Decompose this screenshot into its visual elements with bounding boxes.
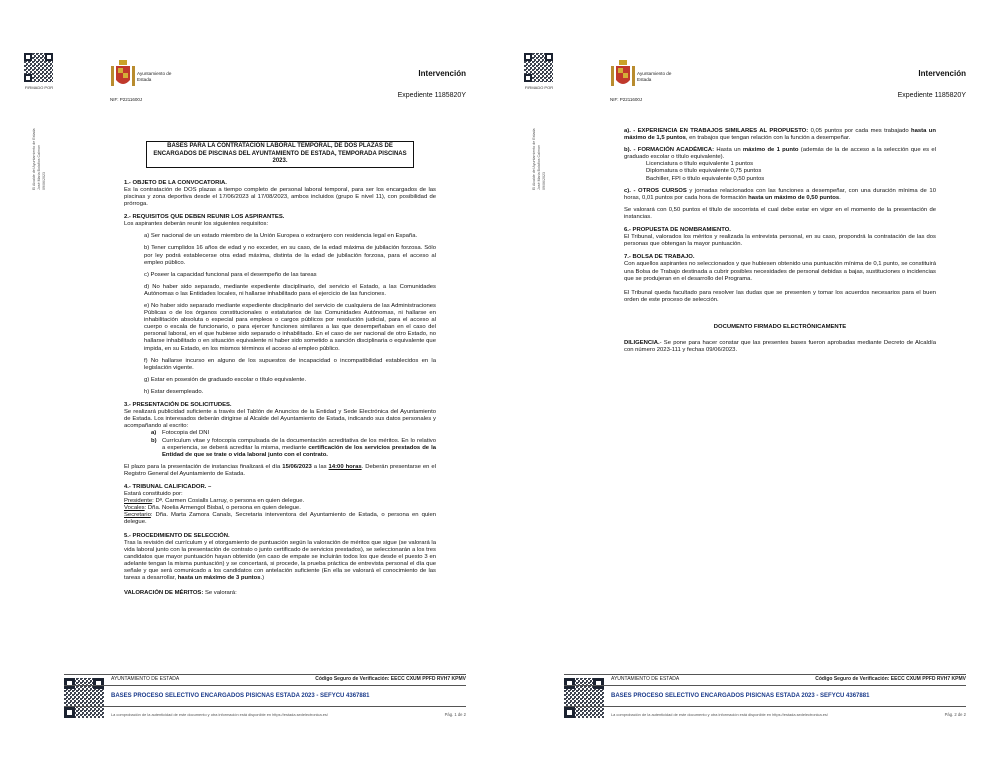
footer-document-title: BASES PROCESO SELECTIVO ENCARGADOS PISICNAS ESTADA 2023 - SEFYCU 4367881 (111, 693, 370, 699)
list-item: Bachiller, FPI o título equivalente 0,50 puntos (646, 175, 765, 182)
education-list (624, 161, 936, 182)
expediente-label: Expediente 1185820Y (897, 92, 966, 99)
page-number: Pág. 2 de 2 (944, 712, 966, 717)
expediente-label: Expediente 1185820Y (397, 92, 466, 99)
signature-line: El Alcalde del Ayuntamiento de Estada (532, 128, 536, 190)
signed-by-label: FIRMADO POR (524, 85, 554, 90)
document-title: BASES PARA LA CONTRATACIÓN LABORAL TEMPORAL, DE DOS PLAZAS DE ENCARGADOS DE PISCINAS DEL AYUNTAMIENTO DE ESTADA, TEMPORADA PISCINAS 2023. (146, 141, 414, 168)
signature-line: José Maria Bolaños Calmon (537, 145, 541, 190)
list-item: Diplomatura o título equivalente 0,75 puntos (646, 168, 762, 175)
verification-code: Código Seguro de Verificación: EECC CXUM PPFD RVH7 KPMV (815, 676, 966, 682)
side-qr-code-icon (24, 53, 53, 82)
socorrista-text: Se valorará con 0,50 puntos el título de socorrista el cual debe estar en vigor en el momento de la presentación de instancias. (624, 206, 936, 220)
nif-label: NIF: P2211600J (110, 97, 143, 102)
list-item: h) Estar desempleado. (144, 388, 204, 395)
merit-experience: a). - EXPERIENCIA EN TRABAJOS SIMILARES AL PROPUESTO: 0,05 puntos por cada mes trabajado hasta un máximo de 1,5 puntos, en trabajos que tengan relación con la función a desempeñar. (624, 128, 936, 142)
footer-divider (564, 674, 966, 675)
verification-link[interactable]: La comprobación de la autenticidad de este documento y otra información está disponible en https://estada.sedelectronica.es/ (611, 712, 828, 717)
section-heading: 4.- TRIBUNAL CALIFICADOR. – (124, 483, 212, 490)
signature-line: 09/06/2023 (42, 172, 46, 190)
merit-education: b). - FORMACIÓN ACADÉMICA: Hasta un máximo de 1 punto (además de la de acceso a la selección que es el graduado escolar o título equivalente). (624, 147, 936, 161)
footer-document-title: BASES PROCESO SELECTIVO ENCARGADOS PISICNAS ESTADA 2023 - SEFYCU 4367881 (611, 693, 870, 699)
section-label: Intervención (418, 69, 466, 78)
org-name: Ayuntamiento de Estada (637, 71, 672, 82)
requirements-list (124, 233, 436, 396)
signature-stamp (10, 100, 70, 190)
footer-divider (564, 685, 966, 686)
list-item: c) Poseer la capacidad funcional para el desempeño de las tareas (144, 271, 317, 278)
footer-divider (64, 706, 466, 707)
nif-label: NIF: P2211600J (610, 97, 643, 102)
section-heading: 6.- PROPUESTA DE NOMBRAMIENTO. (624, 227, 731, 234)
footer-org: AYUNTAMIENTO DE ESTADA (611, 676, 680, 682)
list-item: g) Estar en posesión de graduado escolar o título equivalente. (144, 376, 307, 383)
tribunal-text: El Tribunal queda facultado para resolver las dudas que se presenten y tomar los acuerdos necesarios para el buen orden de este proceso de selección. (624, 289, 936, 303)
list-item: a) Ser nacional de un estado miembro de la Unión Europea o extranjero con residencia legal en España. (144, 233, 418, 240)
footer-qr-code-icon (564, 678, 604, 718)
section-heading: 2.- REQUISITOS QUE DEBEN REUNIR LOS ASPIRANTES. (124, 214, 285, 221)
list-item: b) Currículum vitae y fotocopia compulsada de la documentación acreditativa de los méritos. En lo relativo a experiencia, se deberá acreditar la misma, mediante certificación de los servicios prestados de la Entidad de que se trate o vida laboral junto con el contrato. (151, 437, 436, 458)
section-text: Los aspirantes deberán reunir los siguientes requisitos: (124, 221, 269, 228)
document-page-2 (500, 0, 1000, 773)
section-text: El Tribunal, valorados los méritos y realizada la entrevista personal, en su caso, propondrá la contratación de las dos personas que obtengan la mayor puntuación. (624, 234, 936, 248)
list-item: a) Fotocopia del DNI (151, 430, 210, 437)
footer-divider (64, 685, 466, 686)
verification-code: Código Seguro de Verificación: EECC CXUM PPFD RVH7 KPMV (315, 676, 466, 682)
deadline-text: El plazo para la presentación de instancias finalizará el día 15/06/2023 a las 14:00 horas. Deberán presentarse en el Registro General del Ayuntamiento de Estada. (124, 463, 437, 477)
footer-qr-code-icon (64, 678, 104, 718)
section-text: Con aquellos aspirantes no seleccionados y que hubiesen obtenido una puntuación mínima de 0,1 punto, se constituirá una Bolsa de Trabajo destinada a cubrir posibles necesidades de personal debidas a bajas, sustituciones o incidencias que se produjeran en el desarrollo del Programa. (624, 261, 936, 282)
section-text: Tras la revisión del currículum y el otorgamiento de puntuación según la valoración de méritos que sigue (se valorará la vida laboral junto con la presentación de contrato o junto certificado de servicios prestados), se seleccionarán a los tres candidatos que mayor puntuación hayan obtenido (en caso de empate se incluirán todos los que desde el puesto 3 en adelante tengan la misma puntuación) y se concertará, si procede, la prueba práctica de entrevista personal el día que señale y que será comunicado a los candidatos con antelación suficiente (En ella se valorará el conocimiento de las tareas a desarrollar, hasta un máximo de 3 puntos.) (124, 539, 436, 582)
list-item: Licenciatura o título equivalente 1 puntos (646, 161, 754, 168)
section-label: Intervención (918, 69, 966, 78)
org-name: Ayuntamiento de Estada (137, 71, 172, 82)
page-number: Pág. 1 de 2 (444, 712, 466, 717)
list-item: d) No haber sido separado, mediante expediente disciplinario, del servicio el Estado, a las Comunidades Autónomas o las Entidades locales, ni hallarse inhabilitado para el ejercicio de las funciones. (144, 283, 436, 297)
section-heading: 1.- OBJETO DE LA CONVOCATORIA. (124, 179, 227, 186)
signature-stamp (510, 100, 570, 190)
footer-divider (564, 706, 966, 707)
document-body (624, 128, 936, 359)
list-item: b) Tener cumplidos 16 años de edad y no exceder, en su caso, de la edad máxima de jubilación forzosa. Sólo por ley podrá establecerse otra edad máxima, distinta de la edad de jubilación forzosa, para el acceso al empleo público. (144, 245, 436, 266)
section-text: Se realizará publicidad suficiente a través del Tablón de Anuncios de la Entidad y Sede Electrónica del Ayuntamiento de Estada. Los interesados deberán dirigirse al Alcalde del Ayuntamiento de Estada, indicando sus datos personales y acompañando al escrito: (124, 409, 436, 430)
document-body (124, 141, 436, 602)
list-item: f) No hallarse incurso en alguno de los supuestos de incapacidad o incompatibilidad establecidos en la legislación vigente. (144, 357, 436, 371)
side-qr-code-icon (524, 53, 553, 82)
section-text: Es la contratación de DOS plazas a tiempo completo de personal laboral temporal, para ser los encargados de las piscinas y zona deportiva desde el 17/06/2023 al 17/08/2023, ambos incluidos (grupo E nivel 11), con posibilidad de prórroga. (124, 186, 436, 208)
signed-heading: DOCUMENTO FIRMADO ELECTRÓNICAMENTE (713, 323, 847, 330)
section-heading: 7.- BOLSA DE TRABAJO. (624, 254, 695, 261)
list-item: e) No haber sido separado mediante expediente disciplinario del servicio de cualquiera de las Administraciones Públicas o de los órganos constitucionales o estatutarios de las Comunidades Autónomas, ni hallarse en inhabilitación absoluta o especial para empleos o cargos públicos por resolución judicial, para el acceso al cuerpo o escala de funcionario, o para ejercer funciones similares a las que desempeñaban en el caso del personal laboral, en el que hubiese sido separado o inhabilitado. En el caso de ser nacional de otro Estado, no hallarse inhabilitado o en situación equivalente ni haber sido sometido a sanción disciplinaria o equivalente que impida, en su Estado, en los mismos términos el acceso al empleo público. (144, 303, 436, 352)
signature-line: José Maria Bolaños Calmon (37, 145, 41, 190)
section-heading: 5.- PROCEDIMIENTO DE SELECCIÓN. (124, 532, 230, 539)
documents-list (124, 430, 436, 458)
signed-by-label: FIRMADO POR (24, 85, 54, 90)
section-heading: 3.- PRESENTACIÓN DE SOLICITUDES. (124, 402, 232, 409)
tribunal-members: Estará constituido por: Presidente: Dª. Carmen Cosialls Larruy, o persona en quien delegue. Vocales: Dña. Noelia Armengol Bisbal, o persona en quien delegue. Secretario: Dña. Marta Zamora Canals, Secretaria interventora del Ayuntamiento de Estada, o persona en quien delegue. (124, 491, 436, 526)
footer-org: AYUNTAMIENTO DE ESTADA (111, 676, 180, 682)
signature-line: 09/06/2023 (542, 172, 546, 190)
coat-of-arms-icon (610, 60, 636, 92)
signature-line: El Alcalde del Ayuntamiento de Estada (32, 128, 36, 190)
verification-link[interactable]: La comprobación de la autenticidad de este documento y otra información está disponible en https://estada.sedelectronica.es/ (111, 712, 328, 717)
footer-divider (64, 674, 466, 675)
valoracion-text: VALORACIÓN DE MÉRITOS: Se valorará: (124, 590, 237, 597)
merit-courses: c). - OTROS CURSOS y jornadas relacionados con las funciones a desempeñar, con una duración mínima de 10 horas, 0,01 puntos por cada hora de formación hasta un máximo de 0,50 puntos. (624, 187, 936, 201)
diligencia-text: DILIGENCIA.- Se pone para hacer constar que las presentes bases fueron aprobadas mediante Decreto de Alcaldía con número 2023-111 y fechas 09/06/2023. (624, 339, 936, 354)
coat-of-arms-icon (110, 60, 136, 92)
